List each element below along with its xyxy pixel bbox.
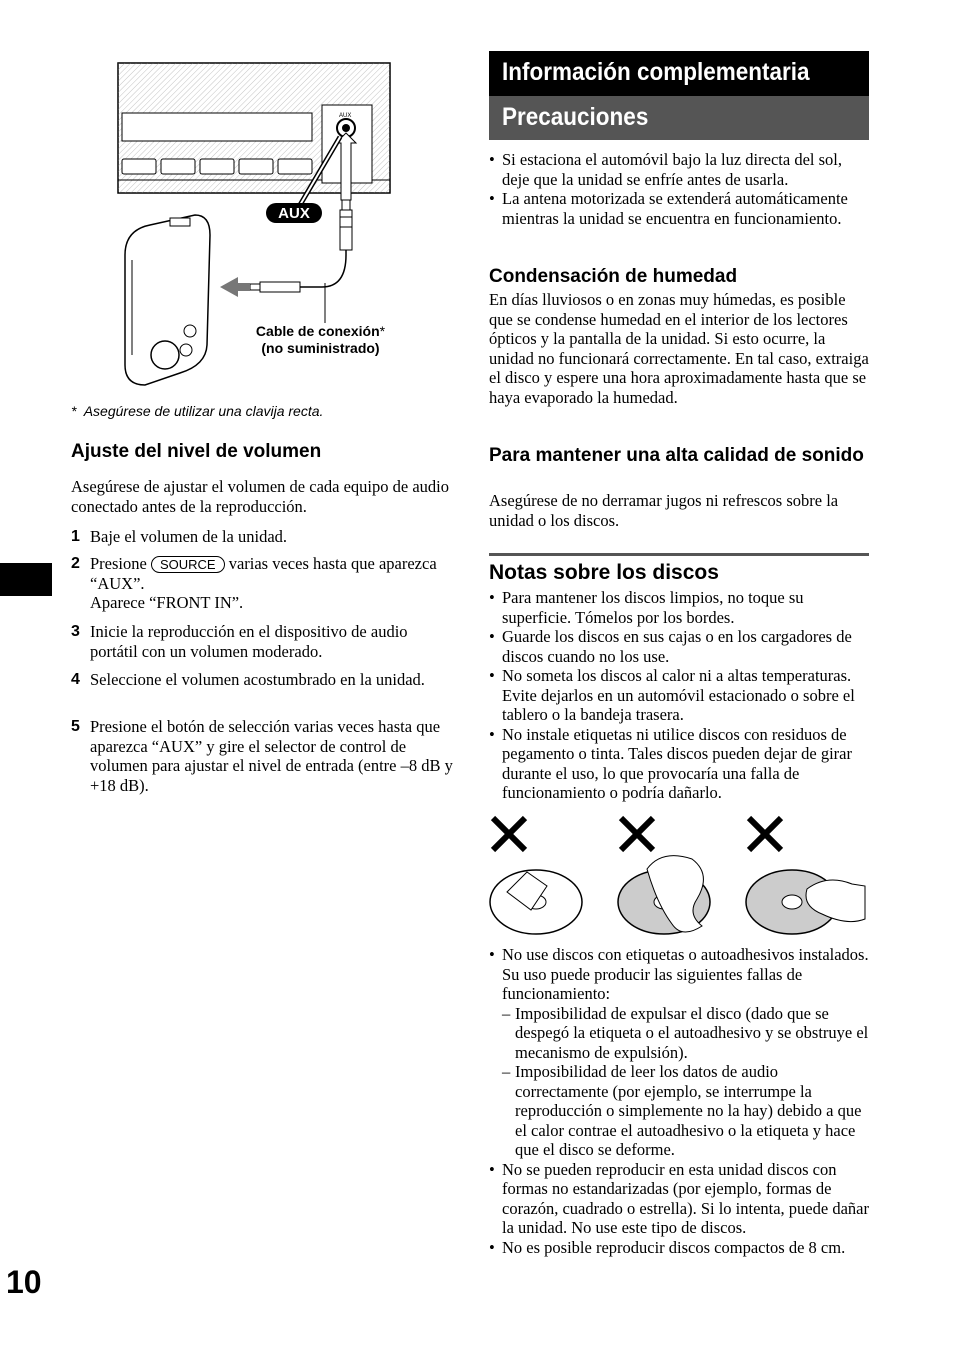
prohibited-x-icon bbox=[749, 818, 781, 850]
discs-heading: Notas sobre los discos bbox=[489, 561, 719, 584]
prohibited-x-icon bbox=[493, 818, 525, 850]
step-number: 3 bbox=[71, 623, 80, 640]
step-text-after: varias veces hasta que aparezca “AUX”. bbox=[90, 554, 437, 593]
list-item: – Imposibilidad de expulsar el disco (dado que se despegó la etiqueta o el autoadhesivo y se obstruye el mecanismo de expulsión). bbox=[502, 1004, 871, 1063]
list-item: • Para mantener los discos limpios, no toque su superficie. Tómelos por los bordes. bbox=[489, 588, 871, 627]
cable-label-line1: Cable de conexión bbox=[255, 323, 380, 339]
volume-step-3 bbox=[71, 622, 456, 661]
section-banner bbox=[489, 51, 869, 96]
labels-consequence: Su uso puede producir las siguientes fallas de funcionamiento: bbox=[502, 964, 803, 1003]
step-number: 1 bbox=[71, 528, 80, 545]
volume-intro: Asegúrese de ajustar el volumen de cada equipo de audio conectado antes de la reproducción. bbox=[71, 477, 449, 516]
disc-with-label-icon bbox=[490, 870, 582, 934]
step-text-line2: Aparece “FRONT IN”. bbox=[90, 593, 244, 612]
labels-warning: • No use discos con etiquetas o autoadhesivos instalados. bbox=[502, 945, 869, 964]
list-item: • No es posible reproducir discos compactos de 8 cm. bbox=[489, 1238, 871, 1258]
prohibited-x-icon bbox=[621, 818, 653, 850]
volume-step-1 bbox=[71, 527, 456, 547]
step-text: Inicie la reproducción en el dispositivo de audio portátil con un volumen moderado. bbox=[90, 622, 408, 661]
list-item: • No someta los discos al calor ni a altas temperaturas. Evite dejarlos en un automóvil estacionado o sobre el tablero o la bandeja trasera. bbox=[489, 666, 871, 725]
section-rule bbox=[489, 553, 869, 556]
condensation-heading: Condensación de humedad bbox=[489, 266, 738, 287]
list-item: • Si estaciona el automóvil bajo la luz directa del sol, deje que la unidad se enfríe antes de usarla. bbox=[489, 150, 871, 189]
quality-text: Asegúrese de no derramar jugos ni refrescos sobre la unidad o los discos. bbox=[489, 491, 839, 530]
portable-audio-player-illustration bbox=[125, 215, 210, 385]
volume-step-4 bbox=[71, 670, 456, 690]
aux-jack-label: AUX bbox=[339, 113, 352, 119]
step-text-before: Presione bbox=[90, 554, 147, 573]
step-number: 5 bbox=[71, 718, 80, 735]
volume-step-2 bbox=[71, 554, 456, 613]
list-item: • La antena motorizada se extenderá automáticamente mientras la unidad se encuentra en funcionamiento. bbox=[489, 189, 871, 228]
step-text: Seleccione el volumen acostumbrado en la unidad. bbox=[90, 670, 425, 689]
source-button-glyph: SOURCE bbox=[151, 556, 225, 573]
list-item: • No instale etiquetas ni utilice discos con residuos de pegamento o tinta. Tales discos pueden dejar de girar durante el uso, lo que provocaría una falla de funcionamiento o podría dañarlo. bbox=[489, 725, 871, 803]
precautions-list bbox=[489, 150, 871, 228]
list-item bbox=[489, 945, 871, 1160]
disc-warnings-illustration bbox=[487, 814, 872, 939]
disc-with-residue-icon bbox=[746, 870, 865, 934]
list-item: • No se pueden reproducir en esta unidad discos con formas no estandarizadas (por ejemplo, formas de corazón, cuadrado o estrella). Si lo intenta, puede dañar la unidad. No use este tipo de discos. bbox=[489, 1160, 871, 1238]
section-tab bbox=[0, 563, 52, 596]
list-item: • Guarde los discos en sus cajas o en los cargadores de discos cuando no los use. bbox=[489, 627, 871, 666]
footnote-text: Asegúrese de utilizar una clavija recta. bbox=[83, 403, 324, 419]
aux-badge-label: AUX bbox=[278, 205, 310, 222]
section-title: Información complementaria bbox=[502, 58, 810, 86]
cable-label bbox=[243, 323, 398, 357]
subsection-banner bbox=[489, 96, 869, 140]
malfunction-list bbox=[502, 1004, 871, 1160]
step-text: Baje el volumen de la unidad. bbox=[90, 527, 288, 546]
warped-disc-icon bbox=[618, 856, 710, 934]
list-item: – Imposibilidad de leer los datos de audio correctamente (por ejemplo, se interrumpe la reproducción o simplemente no la hay) debido a que el calor contrae el autoadhesivo o la etiqueta y hace que el disco se deforme. bbox=[502, 1062, 871, 1160]
step-number: 4 bbox=[71, 671, 80, 688]
quality-heading: Para mantener una alta calidad de sonido bbox=[489, 445, 864, 466]
footnote-mark: * bbox=[71, 403, 77, 419]
step-number: 2 bbox=[71, 555, 80, 572]
discs-labels-list bbox=[489, 945, 871, 1257]
step-text: Presione el botón de selección varias veces hasta que aparezca “AUX” y gire el selector de control de volumen para ajustar el nivel de entrada (entre –8 dB y +18 dB). bbox=[90, 717, 453, 795]
cable-label-mark: * bbox=[379, 323, 386, 339]
condensation-text: En días lluviosos o en zonas muy húmedas, es posible que se condense humedad en el interior de los lectores ópticos y la pantalla de la unidad. Si esto ocurre, la unidad no funcionará correctamente. En tal caso, extraiga el disco y espere una hora aproximadamente hasta que se haya evaporado la humedad. bbox=[489, 290, 869, 407]
discs-list bbox=[489, 588, 871, 803]
footnote bbox=[71, 403, 323, 419]
page-number: 10 bbox=[6, 1264, 42, 1300]
volume-heading: Ajuste del nivel de volumen bbox=[71, 441, 322, 462]
subsection-title: Precauciones bbox=[502, 103, 649, 131]
cable-label-line2: (no suministrado) bbox=[261, 340, 380, 356]
volume-step-5 bbox=[71, 717, 456, 795]
